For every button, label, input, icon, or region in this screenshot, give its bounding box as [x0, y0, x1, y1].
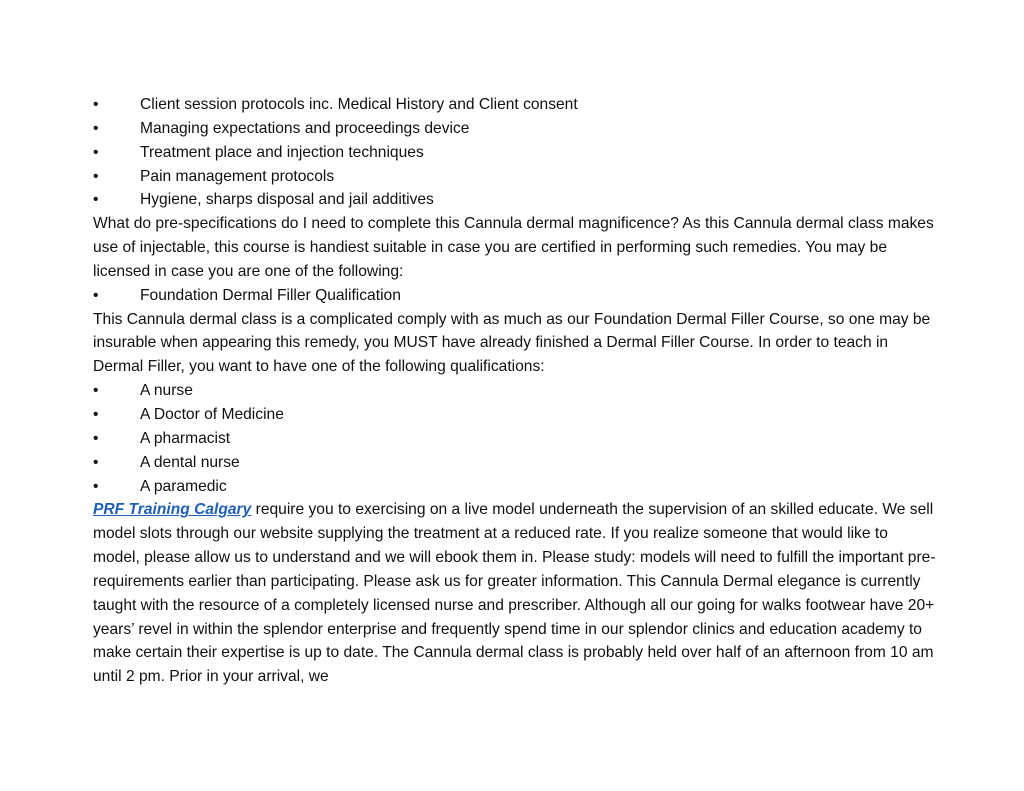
- paragraph-qualifications: This Cannula dermal class is a complicated comply with as much as our Foundation Dermal Filler Course, so one may be insurable when appearing this remedy, you MUST have already finished a Dermal Filler Course. In order to teach in Dermal Filler, you want to have one of the following qualifications:: [93, 310, 931, 376]
- paragraph-training-text: require you to exercising on a live model underneath the supervision of an skilled educate. We sell model slots through our website supplying the treatment at a reduced rate. If you realize someone that would like to model, please allow us to understand and we will ebook them in. Please study: models will need to fulfill the important pre-requirements earlier than participating. Please ask us for greater information. This Cannula Dermal elegance is currently taught with the resource of a completely licensed nurse and prescriber. Although all our going for walks footwear have 20+ years’ revel in within the splendor enterprise and frequently spend time in our splendor clinics and education academy to make certain their expertise is up to date. The Cannula dermal class is probably held over half of an afternoon from 10 am until 2 pm. Prior in your arrival, we: [93, 501, 936, 686]
- list-item-text: Treatment place and injection techniques: [140, 143, 424, 161]
- list-item-text: Pain management protocols: [140, 167, 335, 185]
- list-item-text: A nurse: [140, 382, 193, 400]
- bullet-icon: •: [93, 405, 99, 423]
- bullet-icon: •: [93, 96, 99, 113]
- bullet-icon: •: [93, 167, 99, 185]
- list-item-text: A pharmacist: [140, 429, 231, 447]
- bullet-icon: •: [93, 191, 99, 209]
- bullet-icon: •: [93, 119, 99, 137]
- list-item: [93, 475, 938, 499]
- list-item: [93, 379, 938, 403]
- bullet-icon: •: [93, 382, 99, 400]
- bullet-icon: •: [93, 143, 99, 161]
- prf-training-link[interactable]: PRF Training Calgary: [93, 501, 252, 519]
- list-item: [93, 451, 938, 475]
- list-item: [93, 141, 938, 165]
- paragraph-prerequisites: What do pre-specifications do I need to complete this Cannula dermal magnificence? As this Cannula dermal class makes use of injectable, this course is handiest suitable in case you are certified in performing such remedies. You may be licensed in case you are one of the following:: [93, 215, 934, 280]
- bullet-icon: •: [93, 429, 99, 447]
- paragraph-training: [93, 498, 938, 689]
- bullet-icon: •: [93, 453, 99, 471]
- list-item-text: A paramedic: [140, 477, 227, 495]
- list-item-text: Client session protocols inc. Medical History and Client consent: [140, 96, 578, 113]
- list-item-text: Managing expectations and proceedings device: [140, 119, 470, 137]
- list-item-text: A dental nurse: [140, 453, 240, 471]
- list-item: [93, 165, 938, 189]
- list-item-text: Hygiene, sharps disposal and jail additives: [140, 191, 434, 209]
- document-page: [93, 93, 938, 689]
- list-item: [93, 188, 938, 212]
- list-item-text: A Doctor of Medicine: [140, 405, 284, 423]
- bullet-icon: •: [93, 477, 99, 495]
- list-item: [93, 403, 938, 427]
- list-item: [93, 427, 938, 451]
- list-item: [93, 284, 938, 308]
- list-item: [93, 93, 938, 117]
- bullet-icon: •: [93, 286, 99, 304]
- list-item: [93, 117, 938, 141]
- list-item-text: Foundation Dermal Filler Qualification: [140, 286, 401, 304]
